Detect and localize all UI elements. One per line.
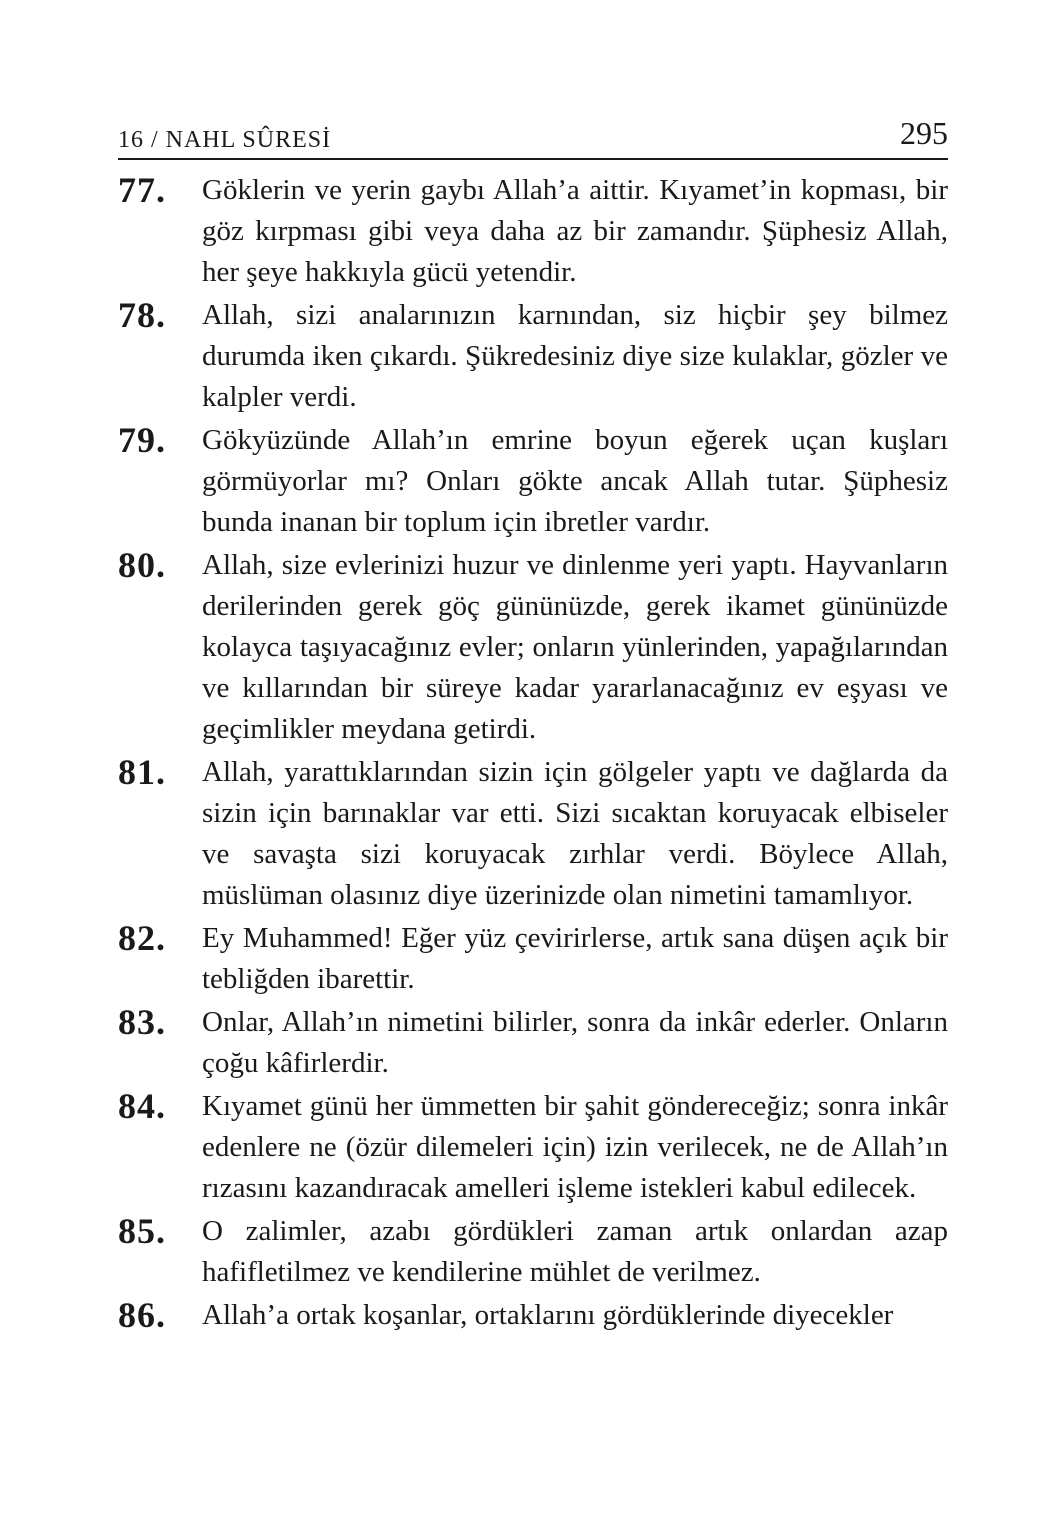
page-header bbox=[118, 112, 948, 160]
verse-text: Allah, size evlerinizi huzur ve dinlenme yeri yaptı. Hayvanların derilerinden gerek göç gününüzde, gerek ikamet gününüzde kolayca taşıyacağınız evler; onların yünlerinden, yapağılarından ve kıllarından bir süreye kadar yararlanacağınız ev eşyası ve geçimlikler meydana getirdi. bbox=[202, 549, 948, 745]
verse-80 bbox=[118, 545, 948, 750]
verse-84 bbox=[118, 1086, 948, 1209]
verse-79 bbox=[118, 420, 948, 543]
verse-text: Kıyamet günü her ümmetten bir şahit göndereceğiz; sonra inkâr edenlere ne (özür dilemeleri için) izin verilecek, ne de Allah’ın rızasını kazandıracak amelleri işleme istekleri kabul edilecek. bbox=[202, 1090, 948, 1204]
verse-text: Allah, yarattıklarından sizin için gölgeler yaptı ve dağlarda da sizin için barınaklar var etti. Sizi sıcaktan koruyacak elbiseler ve savaşta sizi koruyacak zırhlar verdi. Böylece Allah, müslüman olasınız diye üzerinizde olan nimetini tamamlıyor. bbox=[202, 756, 948, 911]
verse-number: 84. bbox=[118, 1086, 166, 1126]
verse-number: 82. bbox=[118, 918, 166, 958]
verse-86 bbox=[118, 1295, 948, 1336]
running-head: 16 / NAHL SÛRESİ bbox=[118, 127, 332, 153]
verse-number: 85. bbox=[118, 1211, 166, 1251]
verse-text: Ey Muhammed! Eğer yüz çevirirlerse, artık sana düşen açık bir tebliğden ibarettir. bbox=[202, 922, 948, 995]
verse-text: Gökyüzünde Allah’ın emrine boyun eğerek uçan kuşları görmüyorlar mı? Onları gökte ancak Allah tutar. Şüphesiz bunda inanan bir toplum için ibretler vardır. bbox=[202, 424, 948, 538]
verse-83 bbox=[118, 1002, 948, 1084]
verse-number: 86. bbox=[118, 1295, 166, 1335]
verse-text: Göklerin ve yerin gaybı Allah’a aittir. Kıyamet’in kopması, bir göz kırpması gibi veya daha az bir zamandır. Şüphesiz Allah, her şeye hakkıyla gücü yetendir. bbox=[202, 174, 948, 288]
verse-77 bbox=[118, 170, 948, 293]
verse-number: 77. bbox=[118, 170, 166, 210]
verse-85 bbox=[118, 1211, 948, 1293]
verse-82 bbox=[118, 918, 948, 1000]
verse-81 bbox=[118, 752, 948, 916]
page-number: 295 bbox=[900, 115, 948, 151]
verse-text: Allah’a ortak koşanlar, ortaklarını gördüklerinde diyecekler bbox=[202, 1299, 894, 1331]
verse-number: 81. bbox=[118, 752, 166, 792]
verse-list bbox=[118, 170, 948, 1338]
verse-number: 83. bbox=[118, 1002, 166, 1042]
verse-text: Allah, sizi analarınızın karnından, siz hiçbir şey bilmez durumda iken çıkardı. Şükredesiniz diye size kulaklar, gözler ve kalpler verdi. bbox=[202, 299, 948, 413]
verse-number: 79. bbox=[118, 420, 166, 460]
verse-text: O zalimler, azabı gördükleri zaman artık onlardan azap hafifletilmez ve kendilerine mühlet de verilmez. bbox=[202, 1215, 948, 1288]
verse-number: 80. bbox=[118, 545, 166, 585]
verse-text: Onlar, Allah’ın nimetini bilirler, sonra da inkâr ederler. Onların çoğu kâfirlerdir. bbox=[202, 1006, 948, 1079]
verse-78 bbox=[118, 295, 948, 418]
verse-number: 78. bbox=[118, 295, 166, 335]
